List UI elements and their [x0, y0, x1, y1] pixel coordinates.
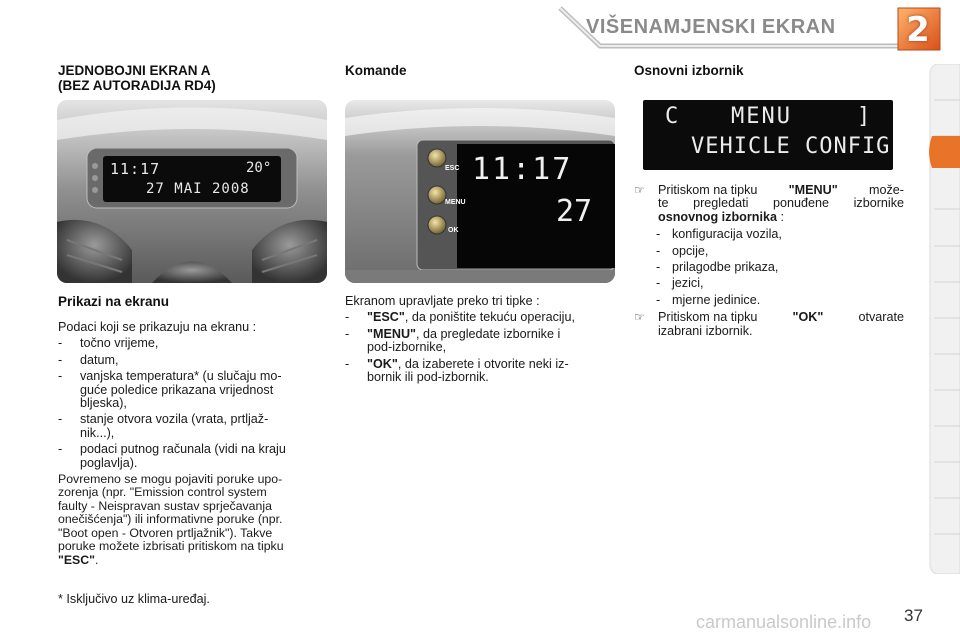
paragraph-line: onečišćenja") ili informativne poruke (npr.: [58, 512, 283, 527]
intro-text: Podaci koji se prikazuju na ekranu :: [58, 320, 257, 334]
display-date: 27 MAI 2008: [146, 181, 250, 197]
section-heading-display-info: Prikazi na ekranu: [58, 294, 170, 309]
section-heading-controls: Komande: [345, 63, 407, 78]
screen-vehicle-config: VEHICLE CONFIG: [691, 134, 891, 159]
intro-text: Ekranom upravljate preko tri tipke :: [345, 294, 540, 308]
display-time: 11:17: [472, 152, 573, 187]
key-label: "OK": [367, 356, 398, 371]
key-label: "ESC": [367, 310, 405, 325]
page-number: 37: [904, 606, 923, 625]
paragraph-line: zorenja (npr. "Emission control system: [58, 485, 267, 500]
bullet-item: ☞ Pritiskom na tipku "MENU" može- te pregledati ponuđene izbornike osnovnog izbornika :: [634, 183, 904, 224]
list-item: - datum,: [58, 352, 119, 367]
sub-list: [656, 228, 904, 307]
chapter-tabs: [924, 64, 960, 574]
menu-key-label: "MENU": [788, 183, 838, 197]
display-temperature: 20°: [246, 160, 272, 176]
menu-button-label: MENU: [445, 199, 466, 206]
paragraph-line: faulty - Neispravan sustav sprječavanja: [58, 498, 272, 513]
list-item-line: podaci putnog računala (vidi na kraju: [80, 442, 286, 457]
warning-paragraph: Povremeno se mogu pojaviti poruke upo- zorenja (npr. "Emission control system faulty - Neispravan sustav sprječavanja onečišćenja") ili informativne poruke (npr. "Boot open - Otvoren prtljažnik"). Takve poruke možete izbrisati pritiskom na tipku "ESC".: [58, 473, 326, 567]
watermark: carmanualsonline.info: [696, 612, 872, 632]
screen-arrow-glyph: ]: [857, 104, 871, 129]
pointing-hand-icon: ☞: [634, 310, 645, 325]
list-item-line: guće poledice prikazana vrijednost: [80, 382, 274, 397]
main-menu-term: osnovnog izbornika: [658, 209, 777, 224]
display-info-text: [58, 321, 326, 567]
control-panel-image: [345, 100, 615, 283]
esc-key-label: "ESC": [58, 552, 95, 567]
list-item: - "MENU", da pregledate izbornike i pod-izbornike,: [345, 326, 561, 355]
list-item-line: poglavlja).: [80, 455, 138, 470]
section-heading-main-menu: Osnovni izbornik: [634, 63, 744, 78]
page-title: VIŠENAMJENSKI EKRAN: [586, 16, 836, 38]
list-item-line: vanjska temperatura* (u slučaju mo-: [80, 369, 282, 384]
chapter-number: 2: [906, 10, 930, 50]
heading-line: JEDNOBOJNI EKRAN A: [58, 63, 211, 78]
sub-list-item: - mjerne jedinice.: [656, 292, 761, 307]
sub-list-item: - konfiguracija vozila,: [656, 227, 782, 242]
screen-c-glyph: C: [665, 104, 679, 129]
controls-text: [345, 295, 615, 387]
screen-menu-label: MENU: [731, 104, 792, 129]
display-date: 27: [556, 194, 593, 229]
list-item: - stanje otvora vozila (vrata, prtljaž- nik...),: [58, 413, 326, 440]
list-item-line: točno vrijeme,: [80, 336, 159, 351]
list-item-line: datum,: [80, 352, 119, 367]
menu-screen: [643, 100, 893, 170]
list-item: - podaci putnog računala (vidi na kraju poglavlja).: [58, 443, 326, 470]
list-item: - "OK", da izaberete i otvorite neki iz- bornik ili pod-izbornik.: [345, 356, 569, 385]
ok-key-label: "OK": [792, 310, 824, 325]
sub-list-item: - opcije,: [656, 243, 709, 258]
sub-list-item: - jezici,: [656, 276, 704, 291]
heading-line: (BEZ AUTORADIJA RD4): [58, 78, 216, 93]
footnote: * Isključivo uz klima-uređaj.: [58, 592, 210, 606]
list-item-line: stanje otvora vozila (vrata, prtljaž-: [80, 412, 269, 427]
ok-button-label: OK: [448, 227, 459, 234]
bullet-item: ☞ Pritiskom na tipku "OK" otvarate izabrani izbornik.: [634, 310, 904, 338]
list-item-line: nik...),: [80, 425, 115, 440]
list-item: - "ESC", da poništite tekuću operaciju,: [345, 310, 575, 325]
paragraph-line: Povremeno se mogu pojaviti poruke upo-: [58, 472, 283, 487]
list-item: - točno vrijeme,: [58, 336, 159, 351]
section-heading-mono-display: [58, 63, 216, 93]
controls-photo: [345, 100, 615, 283]
paragraph-line: "Boot open - Otvoren prtljažnik"). Takve: [58, 525, 273, 540]
sub-list-item: - prilagodbe prikaza,: [656, 260, 779, 275]
esc-button-label: ESC: [445, 165, 460, 172]
key-label: "MENU": [367, 326, 417, 341]
pointing-hand-icon: ☞: [634, 183, 645, 197]
list-item-line: bljeska),: [80, 396, 127, 411]
main-menu-text: [634, 184, 904, 338]
display-time: 11:17: [110, 160, 161, 178]
list-item: - vanjska temperatura* (u slučaju mo- guće poledice prikazana vrijednost bljeska),: [58, 370, 326, 410]
paragraph-line: poruke možete izbrisati pritiskom na tipku: [58, 539, 284, 554]
